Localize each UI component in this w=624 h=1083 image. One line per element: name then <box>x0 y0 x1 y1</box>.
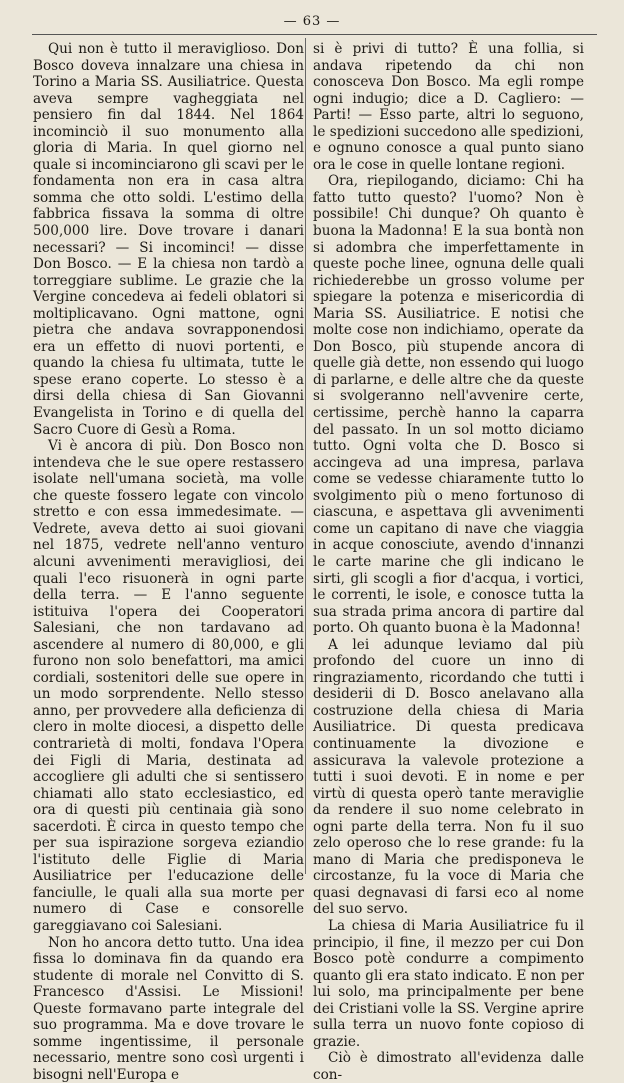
paragraph: La chiesa di Maria Ausiliatrice fu il principio, il fine, il mezzo per cui Don Bosco potè condurre a compimento quanto gli era stato indicato. E non per lui solo, ma principalmente per bene dei Cristiani volle la SS. Vergine aprire sulla terra un nuovo fonte copioso di grazie. <box>313 917 584 1050</box>
paragraph: Ciò è dimostrato all'evidenza dalle con- <box>313 1050 584 1083</box>
paragraph: Qui non è tutto il meraviglioso. Don Bosco doveva innalzare una chiesa in Torino a Maria SS. Ausiliatrice. Questa aveva sempre vagheggiata nel pensiero fin dal 1844. Nel 1864 incominciò il suo monumento alla gloria di Maria. In quel giorno nel quale si incominciarono gli scavi per le fondamenta non era in casa altra somma che otto soldi. L'estimo della fabbrica fissava la somma di oltre 500,000 lire. Dove trovare i danari necessari? — Si incominci! — disse Don Bosco. — E la chiesa non tardò a torreggiare sublime. Le grazie che la Vergine concedeva ai fedeli oblatori si moltiplicavano. Ogni mattone, ogni pietra che andava sovrapponendosi era un effetto di nuovi portenti, e quando la chiesa fu ultimata, tutte le spese erano coperte. Lo stesso è a dirsi della chiesa di San Giovanni Evangelista in Torino e di quella del Sacro Cuore di Gesù a Roma. <box>33 41 304 438</box>
paragraph: Ora, riepilogando, diciamo: Chi ha fatto tutto questo? l'uomo? Non è possibile! Chi dunque? Oh quanto è buona la Madonna! E la sua bontà non si adombra che imperfettamente in queste poche linee, ognuna delle quali richiederebbe un grosso volume per spiegare la potenza e misericordia di Maria SS. Ausiliatrice. E notisi che molte cose non indichiamo, operate da Don Bosco, più stupende ancora di quelle già dette, non essendo qui luogo di parlarne, e delle altre che da queste si svolgeranno nell'avvenire certe, certissime, perchè hanno la caparra del passato. In un sol motto diciamo tutto. Ogni volta che D. Bosco si accingeva ad una impresa, parlava come se vedesse chiaramente tutto lo svolgimento più o meno fortunoso di ciascuna, e aspettava gli avvenimenti come un capitano di nave che viaggia in acque conosciute, avendo d'innanzi le carte marine che gli indicano le sirti, gli scogli a fior d'acqua, i vortici, le correnti, le isole, e conosce tutta la sua strada prima ancora di partire dal porto. Oh quanto buona è la Madonna! <box>313 173 584 637</box>
right-column <box>313 41 584 1083</box>
page-number: — 63 — <box>283 14 341 29</box>
paragraph: Vi è ancora di più. Don Bosco non intendeva che le sue opere restassero isolate nell'umana società, ma volle che queste fossero legate con vincolo stretto e con essa immedesimate. — Vedrete, aveva detto ai suoi giovani nel 1875, vedrete nell'anno venturo alcuni avvenimenti meravigliosi, dei quali l'eco risuonerà in ogni parte della terra. — E l'anno seguente istituiva l'opera dei Cooperatori Salesiani, che non tardavano ad ascendere al numero di 80,000, e gli furono non solo benefattori, ma amici cordiali, sostenitori delle sue opere in un modo sorprendente. Nello stesso anno, per provvedere alla deficienza di clero in molte diocesi, a dispetto delle contrarietà di molti, fondava l'Opera dei Figli di Maria, destinata ad accogliere gli adulti che si sentissero chiamati allo stato ecclesiastico, ed ora di questi più centinaia già sono sacerdoti. È circa in questo tempo che per sua ispirazione sorgeva eziandio l'istituto delle Figlie di Maria Ausiliatrice per l'educazione delle fanciulle, le quali alla sua morte per numero di Case e consorelle gareggiavano coi Salesiani. <box>33 438 304 934</box>
column-divider <box>305 38 306 874</box>
paragraph-continuation: si è privi di tutto? È una follia, si andava ripetendo da chi non conosceva Don Bosco. Ma egli rompe ogni indugio; dice a D. Cagliero: — Parti! — Esso parte, altri lo seguono, le spedizioni succedono alle spedizioni, e ognuno conosce a qual punto siano ora le cose in quelle lontane regioni. <box>313 41 584 173</box>
paragraph: A lei adunque leviamo dal più profondo del cuore un inno di ringraziamento, ricordando che tutti i desiderii di D. Bosco anelavano alla costruzione della chiesa di Maria Ausiliatrice. Di questa predicava continuamente la divozione e assicurava la valevole protezione a tutti i suoi devoti. E in nome e per virtù di questa operò tante meraviglie da rendere il suo nome celebrato in ogni parte della terra. Non fu il suo zelo operoso che lo rese grande: fu la mano di Maria che predisponeva le circostanze, fu la voce di Maria che quasi degnavasi di farsi eco al nome del suo servo. <box>313 636 584 918</box>
paragraph: Non ho ancora detto tutto. Una idea fissa lo dominava fin da quando era studente di morale nel Convitto di S. Francesco d'Assisi. Le Missioni! Queste formavano parte integrale del suo programma. Ma e dove trovare le somme ingentissime, il personale necessario, mentre sono così urgenti i bisogni nell'Europa e <box>33 934 304 1083</box>
left-column <box>33 41 304 1083</box>
header-rule <box>32 34 597 35</box>
